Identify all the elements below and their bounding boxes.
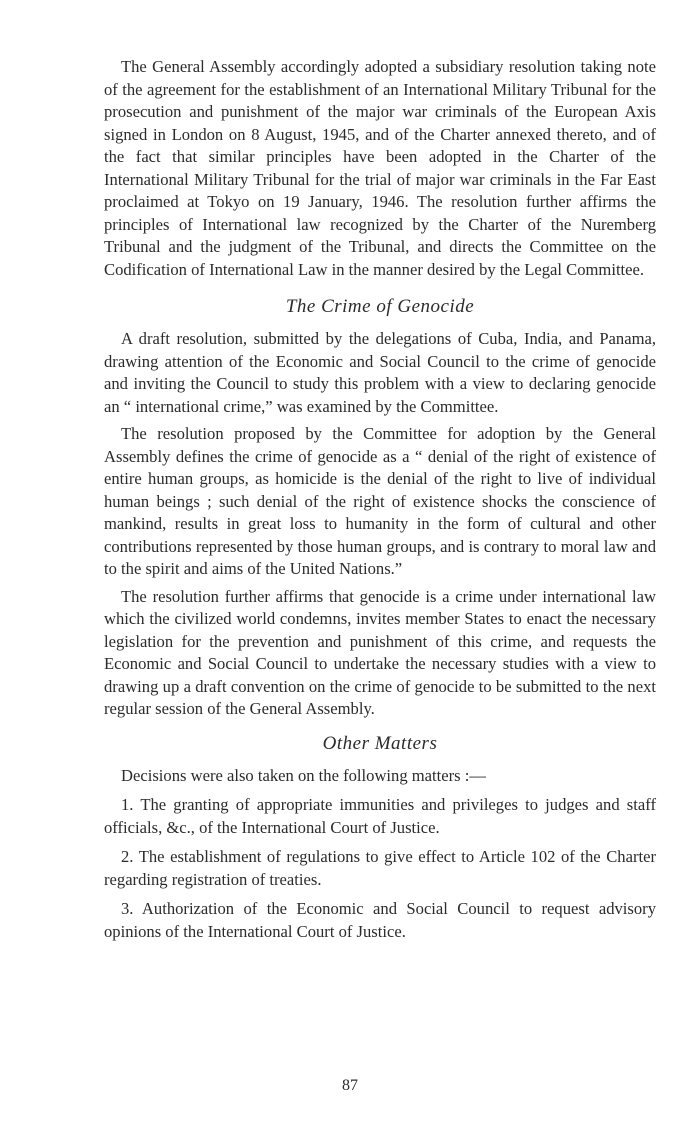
page-number: 87 (342, 1077, 358, 1094)
list-item: 3. Authorization of the Economic and Social Council to request advisory opinions of the International Court of Justice. (104, 899, 656, 941)
list-item: 1. The granting of appropriate immunities and privileges to judges and staff officials, &c., of the International Court of Justice. (104, 795, 656, 837)
paragraph-decisions-intro: Decisions were also taken on the following matters :— (121, 765, 486, 785)
paragraph-genocide-affirmation: The resolution further affirms that genocide is a crime under international law which the civilized world condemns, invites member States to enact the necessary legislation for the prevention and punishment of this crime, and requests the Economic and Social Council to undertake the necessary studies with a view to drawing up a draft convention on the crime of genocide to be submitted to the next regular session of the General Assembly. (104, 586, 656, 718)
paragraph-genocide-definition: The resolution proposed by the Committee for adoption by the General Assembly defines the crime of genocide as a “ denial of the right of existence of entire human groups, as homicide is the denial of the right to live of individual human beings ; such denial of the right of existence shocks the conscience of mankind, results in great loss to humanity in the form of cultural and other contributions represented by those human groups, and is contrary to moral law and to the spirit and aims of the United Nations.” (104, 424, 656, 578)
paragraph-draft-resolution: A draft resolution, submitted by the delegations of Cuba, India, and Panama, drawing attention of the Economic and Social Council to the crime of genocide and inviting the Council to study this problem with a view to declaring genocide an “ international crime,” was examined by the Committee. (104, 329, 656, 416)
heading-crime-of-genocide: The Crime of Genocide (285, 296, 475, 317)
paragraph-military-tribunal: The General Assembly accordingly adopted a subsidiary resolution taking note of the agreement for the establishment of an International Military Tribunal for the prosecution and punishment of the major war criminals of the European Axis signed in London on 8 August, 1945, and of the Charter annexed thereto, and of the fact that similar principles have been adopted in the Charter of the International Military Tribunal for the trial of major war criminals in the Far East proclaimed at Tokyo on 19 January, 1946. The resolution further affirms the principles of International law recognized by the Charter of the Nuremberg Tribunal and the judgment of the Tribunal, and directs the Committee on the Codification of International Law in the manner desired by the Legal Committee. (104, 57, 656, 279)
heading-other-matters: Other Matters (322, 732, 438, 754)
page-body (104, 56, 656, 943)
list-item: 2. The establishment of regulations to give effect to Article 102 of the Charter regarding registration of treaties. (104, 847, 656, 889)
